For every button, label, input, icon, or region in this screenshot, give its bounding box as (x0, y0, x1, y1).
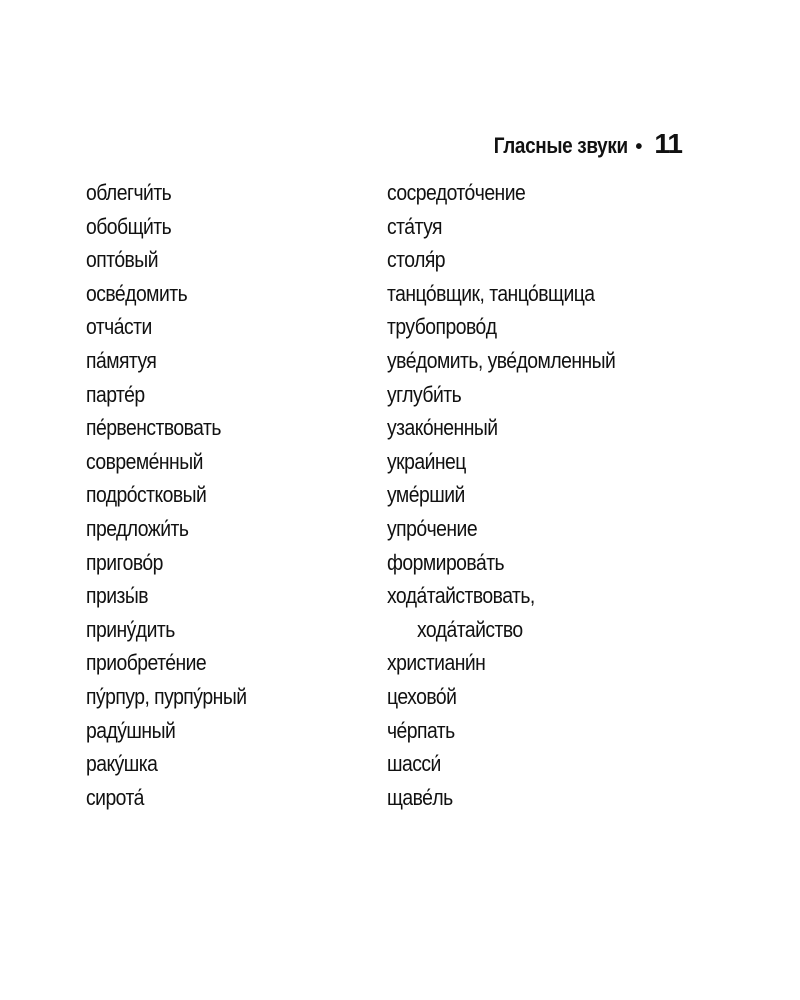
page-number: 11 (654, 128, 682, 159)
word-item: украи́нец (387, 448, 466, 474)
word-list-right (387, 176, 717, 814)
word-item: приобрете́ние (86, 650, 207, 676)
word-item: пу́рпур, пурпу́рный (86, 683, 247, 709)
word-item: сирота́ (86, 784, 144, 810)
section-title: Гласные звуки (493, 133, 628, 158)
word-list-left (86, 176, 376, 814)
word-item: цехово́й (387, 683, 457, 709)
word-item: упро́чение (387, 515, 478, 541)
word-item: парте́р (86, 381, 145, 407)
word-item: раку́шка (86, 751, 158, 777)
word-item: столя́р (387, 247, 446, 273)
bullet-separator: • (635, 136, 643, 158)
word-item: трубопрово́д (387, 314, 497, 340)
word-item: пригово́р (86, 549, 163, 575)
word-item: формирова́ть (387, 549, 505, 575)
word-item-continuation: хода́тайство (417, 616, 523, 642)
word-item: призы́в (86, 583, 148, 609)
word-item: танцо́вщик, танцо́вщица (387, 280, 595, 306)
word-item: па́мятуя (86, 347, 157, 373)
word-item: обобщи́ть (86, 213, 172, 239)
word-item: отча́сти (86, 314, 152, 340)
word-item: прину́дить (86, 616, 175, 642)
word-item: шасси́ (387, 751, 441, 777)
word-item: совреме́нный (86, 448, 203, 474)
word-item: облегчи́ть (86, 180, 172, 205)
word-item: хода́тайствовать, (387, 583, 535, 609)
word-item: раду́шный (86, 717, 176, 743)
word-item: предложи́ть (86, 515, 189, 541)
word-item: уве́домить, уве́домленный (387, 347, 616, 373)
word-item: щаве́ль (387, 784, 453, 810)
word-item: углуби́ть (387, 381, 462, 407)
word-item: осве́домить (86, 280, 188, 306)
word-item: уме́рший (387, 482, 465, 508)
word-item: ста́туя (387, 213, 442, 239)
word-item: че́рпать (387, 717, 455, 743)
word-item: христиани́н (387, 650, 486, 676)
word-item: подро́стковый (86, 482, 207, 508)
word-item: сосредото́чение (387, 180, 526, 205)
page-header (472, 128, 682, 160)
word-item: пе́рвенствовать (86, 415, 221, 441)
word-item: узако́ненный (387, 415, 498, 441)
word-item: опто́вый (86, 247, 158, 273)
